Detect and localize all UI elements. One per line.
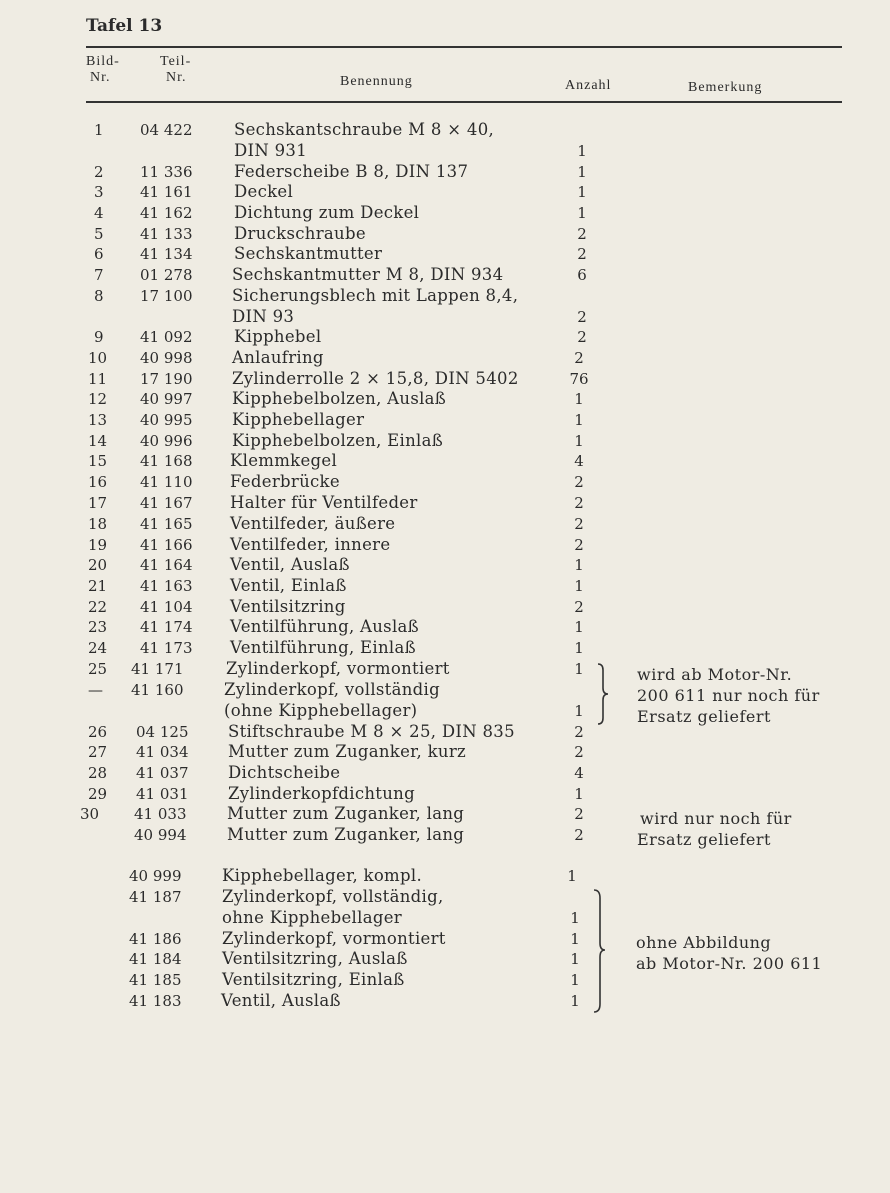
part-name: Kipphebellager xyxy=(232,410,365,429)
part-name: Kipphebellager, kompl. xyxy=(222,866,422,885)
part-quantity: 1 xyxy=(577,183,587,201)
part-quantity: 2 xyxy=(577,308,587,326)
bild-nr: 22 xyxy=(88,598,108,616)
teil-nr: 41 092 xyxy=(140,328,193,346)
bild-nr: 28 xyxy=(88,764,108,782)
part-quantity: 1 xyxy=(577,204,587,222)
teil-nr: 41 033 xyxy=(134,805,187,823)
remark-line: wird nur noch für xyxy=(640,809,792,828)
part-name: Zylinderkopf, vollständig, xyxy=(222,887,444,906)
header-rule-top xyxy=(86,46,842,48)
bild-nr: 11 xyxy=(88,370,108,388)
header-anzahl: Anzahl xyxy=(565,78,612,93)
bild-nr: 21 xyxy=(88,577,108,595)
bild-nr: 23 xyxy=(88,618,108,636)
remark-replacement-1 xyxy=(637,664,820,727)
teil-nr: 17 100 xyxy=(140,287,193,305)
part-quantity: 1 xyxy=(574,577,584,595)
part-name: Zylinderkopf, vormontiert xyxy=(226,659,450,678)
bild-nr: 4 xyxy=(94,204,104,222)
bild-nr: 5 xyxy=(94,225,104,243)
part-name: Deckel xyxy=(234,182,294,201)
bild-nr: 7 xyxy=(94,266,104,284)
part-quantity: 2 xyxy=(574,473,584,491)
bild-nr: 9 xyxy=(94,328,104,346)
part-quantity: 2 xyxy=(574,826,584,844)
bild-nr: 12 xyxy=(88,390,108,408)
teil-nr: 40 994 xyxy=(134,826,187,844)
part-name: Ventil, Auslaß xyxy=(221,991,341,1010)
teil-nr: 41 184 xyxy=(129,950,182,968)
part-quantity: 1 xyxy=(577,163,587,181)
part-quantity: 1 xyxy=(570,971,580,989)
part-quantity: 2 xyxy=(577,225,587,243)
bild-nr: 14 xyxy=(88,432,108,450)
bild-nr: 18 xyxy=(88,515,108,533)
part-quantity: 1 xyxy=(570,909,580,927)
part-name: Sechskantschraube M 8 × 40, xyxy=(234,120,495,139)
part-name: Dichtscheibe xyxy=(228,763,341,782)
remark-line: ab Motor-Nr. 200 611 xyxy=(636,954,823,973)
bild-nr: 16 xyxy=(88,473,108,491)
bild-nr: 26 xyxy=(88,723,108,741)
teil-nr: 41 037 xyxy=(136,764,189,782)
part-name: Federscheibe B 8, DIN 137 xyxy=(234,162,469,181)
teil-nr: 40 995 xyxy=(140,411,193,429)
teil-nr: 41 134 xyxy=(140,245,193,263)
remark-replacement-2 xyxy=(637,808,792,850)
bild-nr: 25 xyxy=(88,660,108,678)
part-quantity: 1 xyxy=(570,992,580,1010)
teil-nr: 41 167 xyxy=(140,494,193,512)
bild-nr: 15 xyxy=(88,452,108,470)
part-name: Zylinderkopfdichtung xyxy=(228,784,415,803)
part-quantity: 4 xyxy=(574,764,584,782)
bild-nr: 13 xyxy=(88,411,108,429)
header-bild-line1: Bild- xyxy=(86,54,120,69)
part-quantity: 1 xyxy=(574,411,584,429)
remark-line: Ersatz geliefert xyxy=(637,707,771,726)
part-quantity: 1 xyxy=(570,930,580,948)
part-quantity: 76 xyxy=(569,370,589,388)
part-name: Mutter zum Zuganker, lang xyxy=(227,804,465,823)
teil-nr: 41 031 xyxy=(136,785,189,803)
teil-nr: 41 164 xyxy=(140,556,193,574)
bild-nr: 24 xyxy=(88,639,108,657)
part-name: Ventil, Einlaß xyxy=(230,576,347,595)
teil-nr: 41 163 xyxy=(140,577,193,595)
part-name: Ventilsitzring, Einlaß xyxy=(222,970,405,989)
header-teil-line1: Teil- xyxy=(160,54,192,69)
remark-line: 200 611 nur noch für xyxy=(637,686,820,705)
part-name: Ventilfeder, innere xyxy=(230,535,391,554)
teil-nr: 01 278 xyxy=(140,266,193,284)
bild-nr: 20 xyxy=(88,556,108,574)
part-name: Druckschraube xyxy=(234,224,366,243)
part-quantity: 2 xyxy=(577,328,587,346)
part-quantity: 2 xyxy=(574,536,584,554)
teil-nr: 41 185 xyxy=(129,971,182,989)
part-quantity: 2 xyxy=(574,598,584,616)
part-name: DIN 93 xyxy=(232,307,295,326)
teil-nr: 41 173 xyxy=(140,639,193,657)
part-name: Sechskantmutter xyxy=(234,244,383,263)
part-quantity: 1 xyxy=(574,390,584,408)
part-name: Klemmkegel xyxy=(230,451,338,470)
part-name: Federbrücke xyxy=(230,472,340,491)
part-name: Mutter zum Zuganker, lang xyxy=(227,825,465,844)
part-name: Kipphebel xyxy=(234,327,322,346)
part-name: Ventilfeder, äußere xyxy=(230,514,396,533)
teil-nr: 41 165 xyxy=(140,515,193,533)
part-quantity: 2 xyxy=(574,743,584,761)
bild-nr: 8 xyxy=(94,287,104,305)
teil-nr: 41 160 xyxy=(131,681,184,699)
part-quantity: 1 xyxy=(574,556,584,574)
part-name: Zylinderkopf, vollständig xyxy=(224,680,440,699)
part-quantity: 1 xyxy=(570,950,580,968)
teil-nr: 41 183 xyxy=(129,992,182,1010)
teil-nr: 41 133 xyxy=(140,225,193,243)
teil-nr: 41 034 xyxy=(136,743,189,761)
part-quantity: 1 xyxy=(574,618,584,636)
part-quantity: 1 xyxy=(574,702,584,720)
header-benennung: Benennung xyxy=(340,74,413,89)
bild-nr: 17 xyxy=(88,494,108,512)
teil-nr: 17 190 xyxy=(140,370,193,388)
part-name: Ventilführung, Einlaß xyxy=(230,638,416,657)
teil-nr: 41 110 xyxy=(140,473,193,491)
part-name: Zylinderrolle 2 × 15,8, DIN 5402 xyxy=(232,369,519,388)
part-name: Sicherungsblech mit Lappen 8,4, xyxy=(232,286,519,305)
part-name: Mutter zum Zuganker, kurz xyxy=(228,742,467,761)
part-quantity: 2 xyxy=(574,515,584,533)
part-name: Ventilsitzring, Auslaß xyxy=(222,949,408,968)
part-name: Halter für Ventilfeder xyxy=(230,493,418,512)
part-quantity: 2 xyxy=(574,805,584,823)
bild-nr: 30 xyxy=(80,805,100,823)
part-name: (ohne Kipphebellager) xyxy=(224,701,418,720)
page-title: Tafel 13 xyxy=(86,16,163,36)
teil-nr: 40 997 xyxy=(140,390,193,408)
remark-line: ohne Abbildung xyxy=(636,933,772,952)
remark-line: wird ab Motor-Nr. xyxy=(637,665,793,684)
teil-nr: 04 125 xyxy=(136,723,189,741)
teil-nr: 41 187 xyxy=(129,888,182,906)
part-name: DIN 931 xyxy=(234,141,308,160)
teil-nr: 41 161 xyxy=(140,183,193,201)
part-quantity: 4 xyxy=(574,452,584,470)
bild-nr: — xyxy=(88,681,103,699)
part-name: Kipphebelbolzen, Auslaß xyxy=(232,389,447,408)
bild-nr: 3 xyxy=(94,183,104,201)
part-quantity: 1 xyxy=(574,432,584,450)
header-bemerkung: Bemerkung xyxy=(688,80,763,95)
header-teil-line2: Nr. xyxy=(166,70,187,85)
teil-nr: 41 186 xyxy=(129,930,182,948)
teil-nr: 41 162 xyxy=(140,204,193,222)
bild-nr: 2 xyxy=(94,163,104,181)
remark-line: Ersatz geliefert xyxy=(637,830,771,849)
bild-nr: 1 xyxy=(94,121,104,139)
part-name: Sechskantmutter M 8, DIN 934 xyxy=(232,265,504,284)
teil-nr: 40 999 xyxy=(129,867,182,885)
part-name: Ventilsitzring xyxy=(230,597,346,616)
part-name: Ventil, Auslaß xyxy=(230,555,350,574)
part-name: Anlaufring xyxy=(232,348,324,367)
brace-group-2 xyxy=(592,888,608,1014)
part-quantity: 2 xyxy=(577,245,587,263)
part-quantity: 1 xyxy=(574,660,584,678)
part-name: Stiftschraube M 8 × 25, DIN 835 xyxy=(228,722,515,741)
part-quantity: 6 xyxy=(577,266,587,284)
bild-nr: 19 xyxy=(88,536,108,554)
bild-nr: 29 xyxy=(88,785,108,803)
teil-nr: 41 171 xyxy=(131,660,184,678)
teil-nr: 41 174 xyxy=(140,618,193,636)
part-quantity: 2 xyxy=(574,349,584,367)
part-quantity: 1 xyxy=(567,867,577,885)
part-name: ohne Kipphebellager xyxy=(222,908,402,927)
part-name: Dichtung zum Deckel xyxy=(234,203,420,222)
bild-nr: 27 xyxy=(88,743,108,761)
part-name: Kipphebelbolzen, Einlaß xyxy=(232,431,444,450)
part-quantity: 1 xyxy=(577,142,587,160)
teil-nr: 41 166 xyxy=(140,536,193,554)
teil-nr: 41 168 xyxy=(140,452,193,470)
header-bild-line2: Nr. xyxy=(90,70,111,85)
bild-nr: 6 xyxy=(94,245,104,263)
part-quantity: 1 xyxy=(574,639,584,657)
teil-nr: 04 422 xyxy=(140,121,193,139)
bild-nr: 10 xyxy=(88,349,108,367)
part-name: Zylinderkopf, vormontiert xyxy=(222,929,446,948)
part-name: Ventilführung, Auslaß xyxy=(230,617,419,636)
teil-nr: 41 104 xyxy=(140,598,193,616)
teil-nr: 11 336 xyxy=(140,163,193,181)
teil-nr: 40 996 xyxy=(140,432,193,450)
brace-group-1 xyxy=(594,662,610,726)
header-rule-bottom xyxy=(86,101,842,103)
part-quantity: 1 xyxy=(574,785,584,803)
header-teil-nr xyxy=(160,54,191,86)
part-quantity: 2 xyxy=(574,723,584,741)
remark-no-illustration xyxy=(636,932,822,974)
header-bild-nr xyxy=(86,54,120,86)
part-quantity: 2 xyxy=(574,494,584,512)
teil-nr: 40 998 xyxy=(140,349,193,367)
